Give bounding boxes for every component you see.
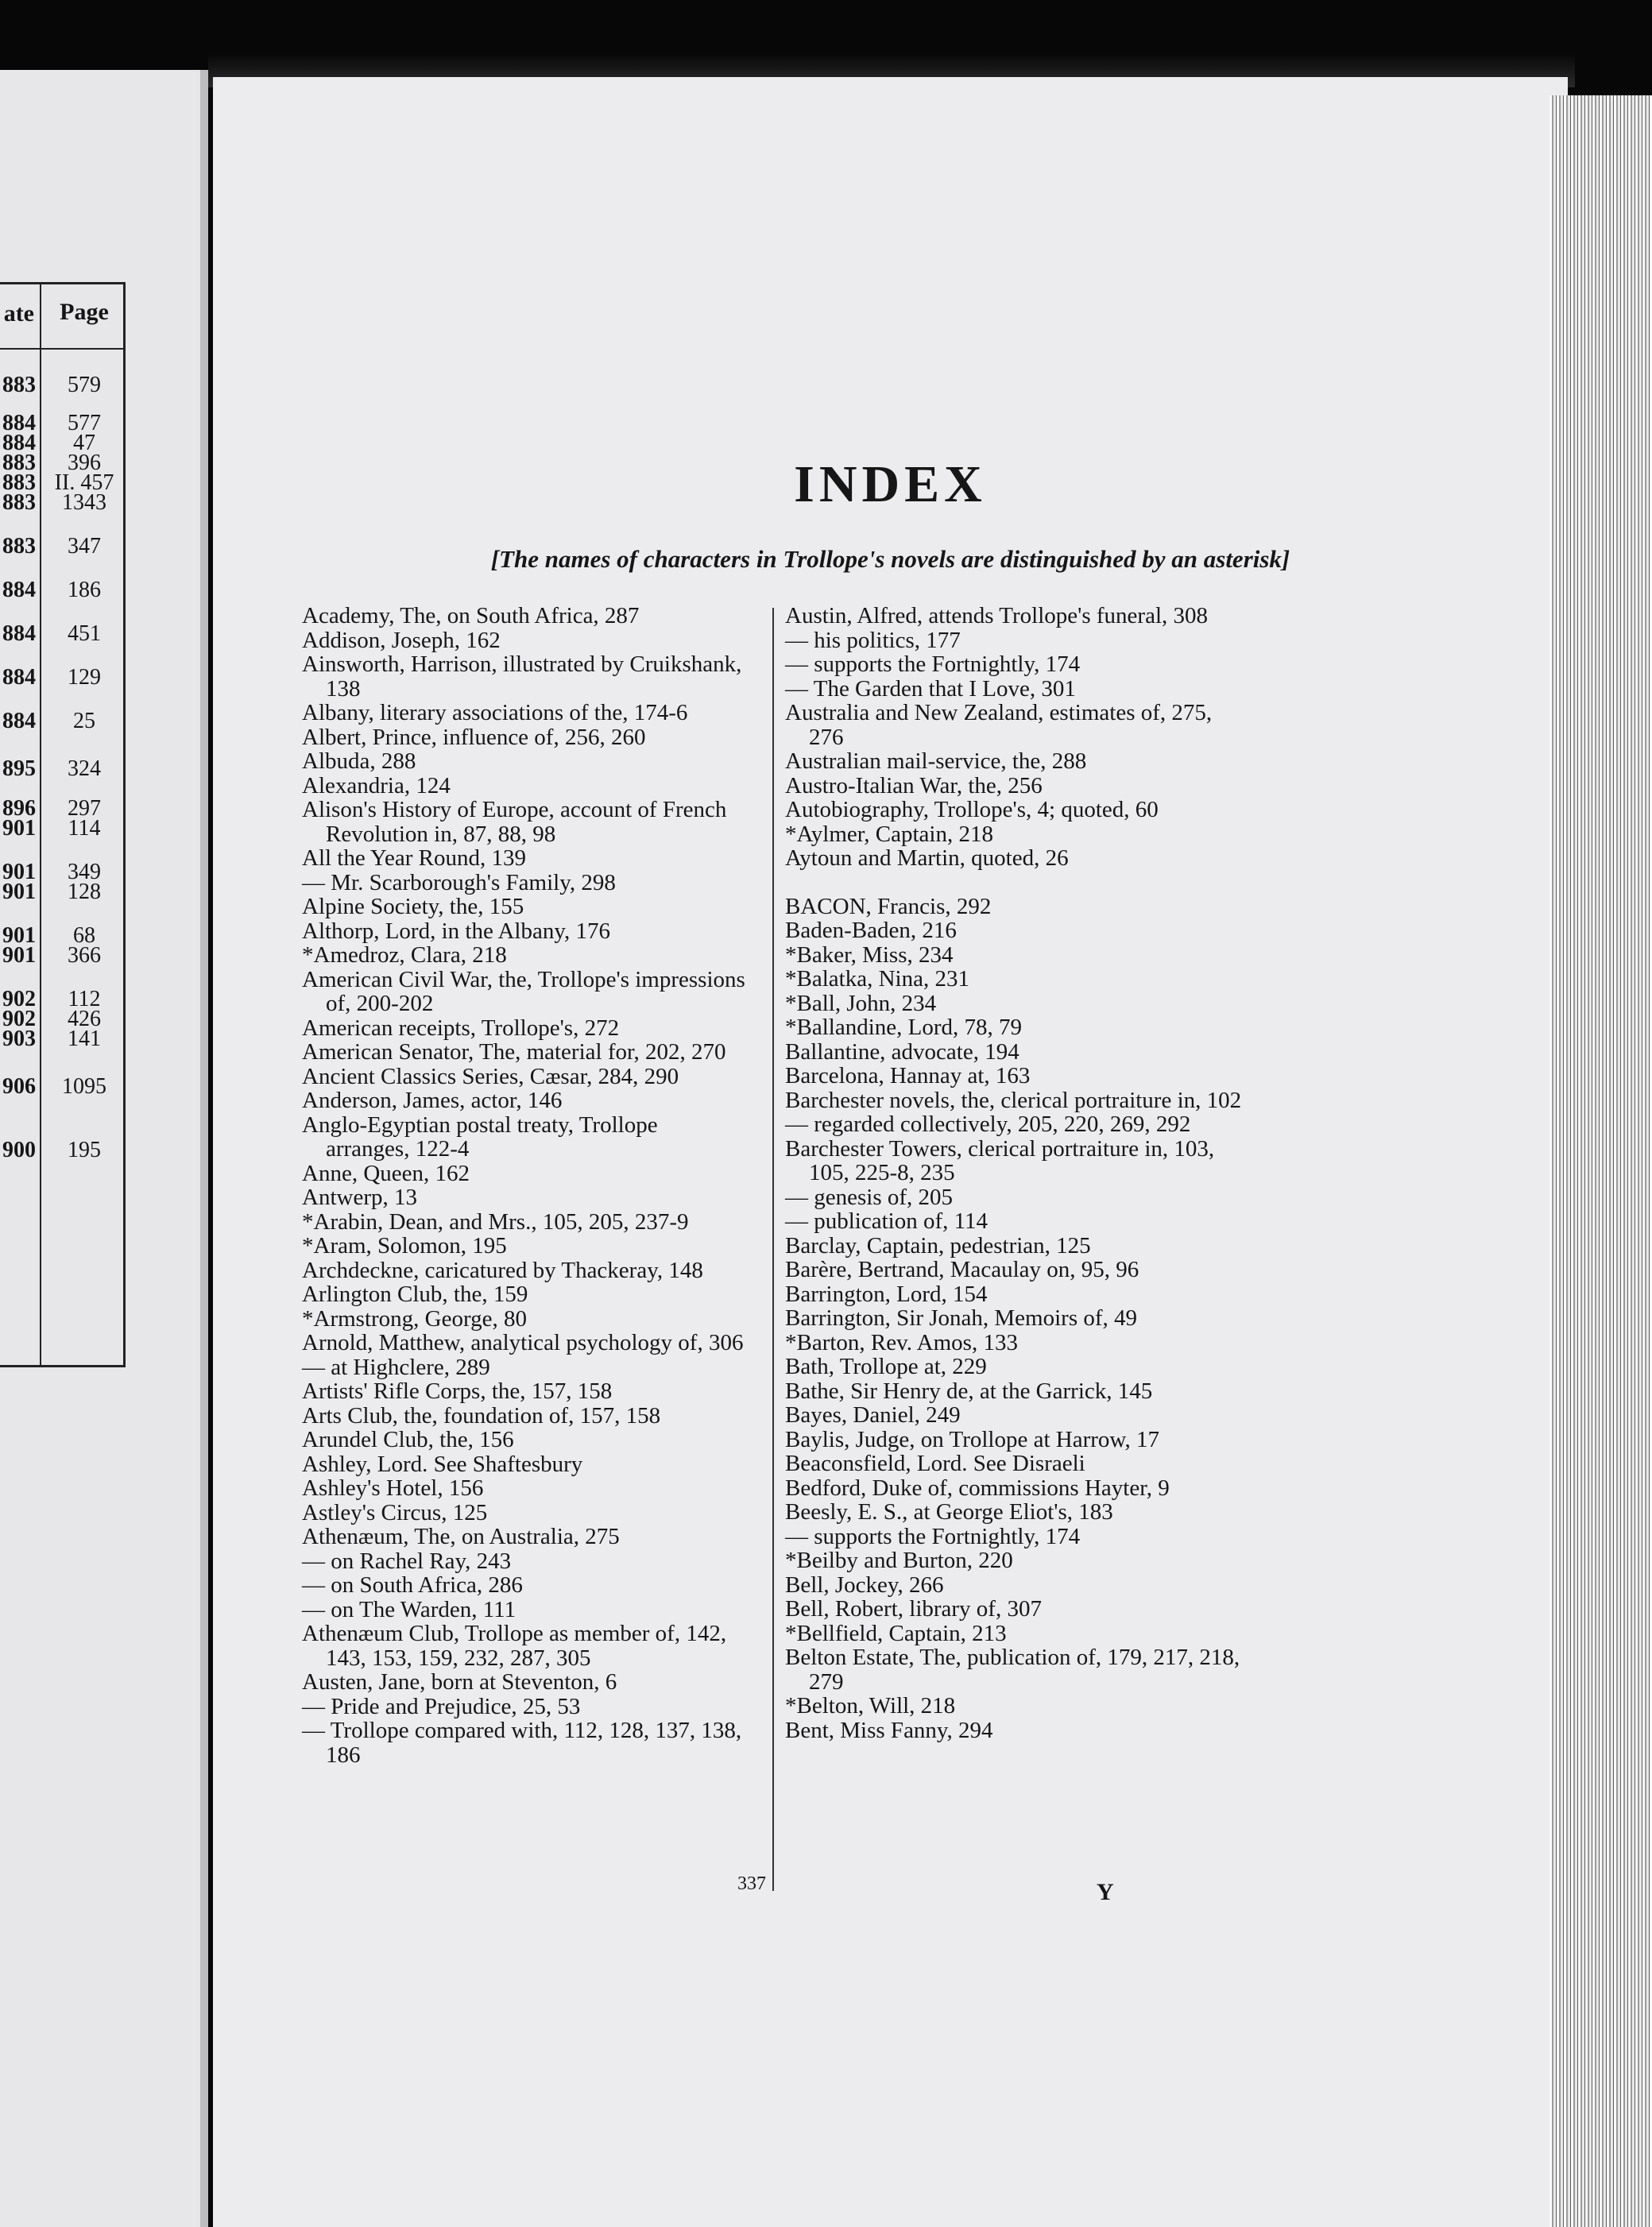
- table-cell-date: 884: [2, 621, 36, 646]
- table-cell-page: II. 457: [54, 470, 114, 495]
- index-entry: Academy, The, on South Africa, 287: [302, 603, 640, 628]
- table-divider: [40, 284, 41, 1365]
- index-entry: BACON, Francis, 292: [785, 893, 992, 919]
- index-entry: Bedford, Duke of, commissions Hayter, 9: [785, 1475, 1170, 1501]
- index-entry: Bell, Robert, library of, 307: [785, 1596, 1042, 1622]
- table-cell-page: 68: [73, 923, 95, 948]
- index-entry: Ancient Classics Series, Cæsar, 284, 290: [302, 1063, 679, 1089]
- previous-page-table: [0, 282, 126, 1367]
- index-entry: Albuda, 288: [302, 748, 416, 774]
- index-entry: — regarded collectively, 205, 220, 269, 292: [785, 1112, 1191, 1137]
- index-entry: Ashley's Hotel, 156: [302, 1475, 484, 1501]
- index-entry: Barchester Towers, clerical portraiture in, 103, 105, 225-8, 235: [785, 1135, 1215, 1185]
- table-cell-page: 141: [68, 1027, 101, 1051]
- table-cell-date: 901: [2, 816, 36, 841]
- table-cell-page: 426: [68, 1007, 101, 1031]
- table-cell-page: 1343: [62, 490, 106, 515]
- index-entry: *Baker, Miss, 234: [785, 941, 954, 968]
- index-entry: Arnold, Matthew, analytical psychology of, 306: [302, 1330, 744, 1355]
- index-entry: Anne, Queen, 162: [302, 1160, 470, 1186]
- index-entry: — genesis of, 205: [785, 1184, 954, 1210]
- table-cell-page: 349: [68, 860, 101, 884]
- table-cell-page: 128: [68, 880, 101, 904]
- index-entry: Athenæum, The, on Australia, 275: [302, 1524, 620, 1549]
- index-entry: Belton Estate, The, publication of, 179, 217, 218, 279: [785, 1645, 1240, 1695]
- table-header-date: ate: [3, 300, 34, 327]
- table-cell-page: 366: [68, 943, 101, 968]
- column-divider: [772, 608, 774, 1891]
- table-cell-date: 883: [2, 490, 36, 515]
- table-cell-date: 883: [2, 373, 36, 397]
- index-entry: — his politics, 177: [785, 627, 961, 653]
- index-entry: Anglo-Egyptian postal treaty, Trollope arranges, 122-4: [302, 1112, 658, 1162]
- index-entry: Albert, Prince, influence of, 256, 260: [302, 724, 646, 750]
- index-entry: Barrington, Lord, 154: [785, 1281, 988, 1307]
- index-entry: Archdeckne, caricatured by Thackeray, 148: [302, 1257, 703, 1283]
- table-cell-date: 901: [2, 943, 36, 968]
- index-entry: Antwerp, 13: [302, 1185, 417, 1210]
- index-entry: Athenæum Club, Trollope as member of, 142, 143, 153, 159, 232, 287, 305: [302, 1621, 727, 1671]
- index-entry: Bath, Trollope at, 229: [785, 1354, 987, 1379]
- index-entry: — publication of, 114: [785, 1208, 988, 1234]
- index-entry: Aytoun and Martin, quoted, 26: [785, 845, 1069, 871]
- index-entry: *Bellfield, Captain, 213: [785, 1620, 1007, 1646]
- index-entry: *Barton, Rev. Amos, 133: [785, 1329, 1018, 1355]
- index-entry: Alpine Society, the, 155: [302, 894, 524, 919]
- table-cell-date: 895: [2, 756, 36, 781]
- table-cell-page: 47: [73, 431, 95, 455]
- table-cell-page: 324: [68, 756, 101, 781]
- page-number: 337: [737, 1873, 766, 1894]
- table-cell-date: 883: [2, 534, 36, 559]
- index-entry: — Mr. Scarborough's Family, 298: [302, 869, 616, 895]
- index-entry: Bathe, Sir Henry de, at the Garrick, 145: [785, 1378, 1153, 1404]
- index-entry: Baden-Baden, 216: [785, 918, 957, 943]
- index-entry: Bent, Miss Fanny, 294: [785, 1717, 993, 1743]
- table-cell-page: 577: [68, 411, 101, 435]
- index-entry: Arts Club, the, foundation of, 157, 158: [302, 1402, 661, 1429]
- table-cell-date: 883: [2, 450, 36, 475]
- index-entry: All the Year Round, 139: [302, 845, 526, 871]
- index-entry: American Senator, The, material for, 202, 270: [302, 1039, 726, 1065]
- page-title: INDEX: [794, 455, 987, 513]
- table-cell-page: 347: [68, 534, 101, 559]
- index-entry: — at Highclere, 289: [302, 1354, 490, 1380]
- table-cell-page: 1095: [62, 1074, 106, 1099]
- table-cell-date: 884: [2, 431, 36, 455]
- index-entry: Beesly, E. S., at George Eliot's, 183: [785, 1499, 1113, 1525]
- index-column-right: [785, 604, 1250, 1742]
- index-entry: Artists' Rifle Corps, the, 157, 158: [302, 1378, 613, 1404]
- index-entry: Albany, literary associations of the, 174-6: [302, 700, 688, 725]
- index-entry: American Civil War, the, Trollope's impressions of, 200-202: [302, 966, 745, 1016]
- table-cell-date: 884: [2, 665, 36, 690]
- index-entry: *Amedroz, Clara, 218: [302, 942, 507, 968]
- table-header-page: Page: [60, 299, 109, 325]
- index-entry: Australia and New Zealand, estimates of, 275, 276: [785, 700, 1213, 750]
- index-entry: Ashley, Lord. See Shaftesbury: [302, 1451, 583, 1477]
- book-page-edges: [1549, 95, 1652, 2227]
- index-entry: *Ball, John, 234: [785, 990, 937, 1016]
- index-entry: *Ballandine, Lord, 78, 79: [785, 1015, 1023, 1040]
- table-cell-page: 297: [68, 796, 101, 821]
- table-cell-page: 579: [68, 373, 101, 397]
- index-entry: Barclay, Captain, pedestrian, 125: [785, 1232, 1091, 1258]
- index-entry: Bayes, Daniel, 249: [785, 1402, 961, 1428]
- index-entry: — supports the Fortnightly, 174: [785, 651, 1081, 677]
- index-entry: Barchester novels, the, clerical portraiture in, 102: [785, 1087, 1242, 1113]
- index-note: [The names of characters in Trollope's novels are distinguished by an asterisk]: [490, 545, 1290, 573]
- table-cell-date: 884: [2, 411, 36, 435]
- index-entry: Barrington, Sir Jonah, Memoirs of, 49: [785, 1305, 1138, 1331]
- index-entry: Alexandria, 124: [302, 772, 451, 798]
- index-entry: *Armstrong, George, 80: [302, 1305, 527, 1332]
- index-entry: *Belton, Will, 218: [785, 1693, 956, 1719]
- table-cell-date: 902: [2, 1007, 36, 1031]
- page-gutter: [200, 70, 208, 2227]
- index-entry: Beaconsfield, Lord. See Disraeli: [785, 1451, 1085, 1476]
- section-gap: [785, 871, 1250, 895]
- index-entry: — The Garden that I Love, 301: [785, 675, 1076, 702]
- index-entry: Arlington Club, the, 159: [302, 1282, 528, 1307]
- table-cell-page: 186: [68, 578, 101, 602]
- index-entry: Austin, Alfred, attends Trollope's funeral, 308: [785, 603, 1209, 628]
- index-entry: Australian mail-service, the, 288: [785, 748, 1087, 774]
- index-entry: *Aylmer, Captain, 218: [785, 821, 993, 847]
- table-cell-date: 902: [2, 987, 36, 1011]
- table-cell-date: 901: [2, 860, 36, 884]
- index-entry: *Beilby and Burton, 220: [785, 1548, 1013, 1573]
- index-column-left: [302, 604, 747, 1767]
- index-entry: Autobiography, Trollope's, 4; quoted, 60: [785, 797, 1159, 822]
- table-header-rule: [0, 348, 123, 350]
- index-entry: Addison, Joseph, 162: [302, 627, 501, 653]
- index-entry: — Pride and Prejudice, 25, 53: [302, 1693, 581, 1719]
- table-cell-page: 451: [68, 621, 101, 646]
- table-cell-date: 906: [2, 1074, 36, 1099]
- table-cell-page: 396: [68, 450, 101, 475]
- index-entry: Austen, Jane, born at Steventon, 6: [302, 1669, 617, 1695]
- table-cell-page: 114: [68, 816, 101, 841]
- index-entry: American receipts, Trollope's, 272: [302, 1015, 620, 1041]
- table-cell-page: 112: [68, 987, 101, 1011]
- index-entry: Alison's History of Europe, account of French Revolution in, 87, 88, 98: [302, 797, 727, 847]
- index-entry: Althorp, Lord, in the Albany, 176: [302, 918, 610, 944]
- table-cell-date: 903: [2, 1027, 36, 1051]
- signature-mark: Y: [1097, 1879, 1114, 1905]
- table-cell-date: 900: [2, 1138, 36, 1162]
- table-cell-page: 195: [68, 1138, 101, 1162]
- index-entry: *Aram, Solomon, 195: [302, 1233, 507, 1258]
- previous-page: [0, 70, 208, 2227]
- index-entry: — on South Africa, 286: [302, 1572, 523, 1598]
- index-entry: Astley's Circus, 125: [302, 1499, 488, 1525]
- index-entry: Bell, Jockey, 266: [785, 1572, 944, 1598]
- index-entry: *Arabin, Dean, and Mrs., 105, 205, 237-9: [302, 1208, 689, 1235]
- index-entry: — on Rachel Ray, 243: [302, 1548, 512, 1574]
- index-entry: Barcelona, Hannay at, 163: [785, 1063, 1031, 1088]
- index-entry: Ainsworth, Harrison, illustrated by Cruikshank, 138: [302, 651, 742, 702]
- index-entry: — on The Warden, 111: [302, 1596, 516, 1622]
- index-entry: Barère, Bertrand, Macaulay on, 95, 96: [785, 1257, 1139, 1282]
- table-cell-date: 884: [2, 709, 36, 733]
- table-cell-date: 883: [2, 470, 36, 495]
- table-cell-date: 884: [2, 578, 36, 602]
- table-cell-page: 25: [73, 709, 95, 733]
- table-cell-date: 901: [2, 923, 36, 948]
- index-entry: Ballantine, advocate, 194: [785, 1038, 1019, 1065]
- index-entry: Anderson, James, actor, 146: [302, 1088, 563, 1113]
- index-entry: Arundel Club, the, 156: [302, 1427, 514, 1452]
- table-cell-page: 129: [68, 665, 101, 690]
- index-entry: Austro-Italian War, the, 256: [785, 772, 1043, 798]
- index-entry: *Balatka, Nina, 231: [785, 966, 969, 992]
- index-entry: Baylis, Judge, on Trollope at Harrow, 17: [785, 1426, 1159, 1452]
- index-entry: — Trollope compared with, 112, 128, 137, 138, 186: [302, 1718, 742, 1768]
- table-cell-date: 901: [2, 880, 36, 904]
- table-cell-date: 896: [2, 796, 36, 821]
- index-entry: — supports the Fortnightly, 174: [785, 1523, 1081, 1549]
